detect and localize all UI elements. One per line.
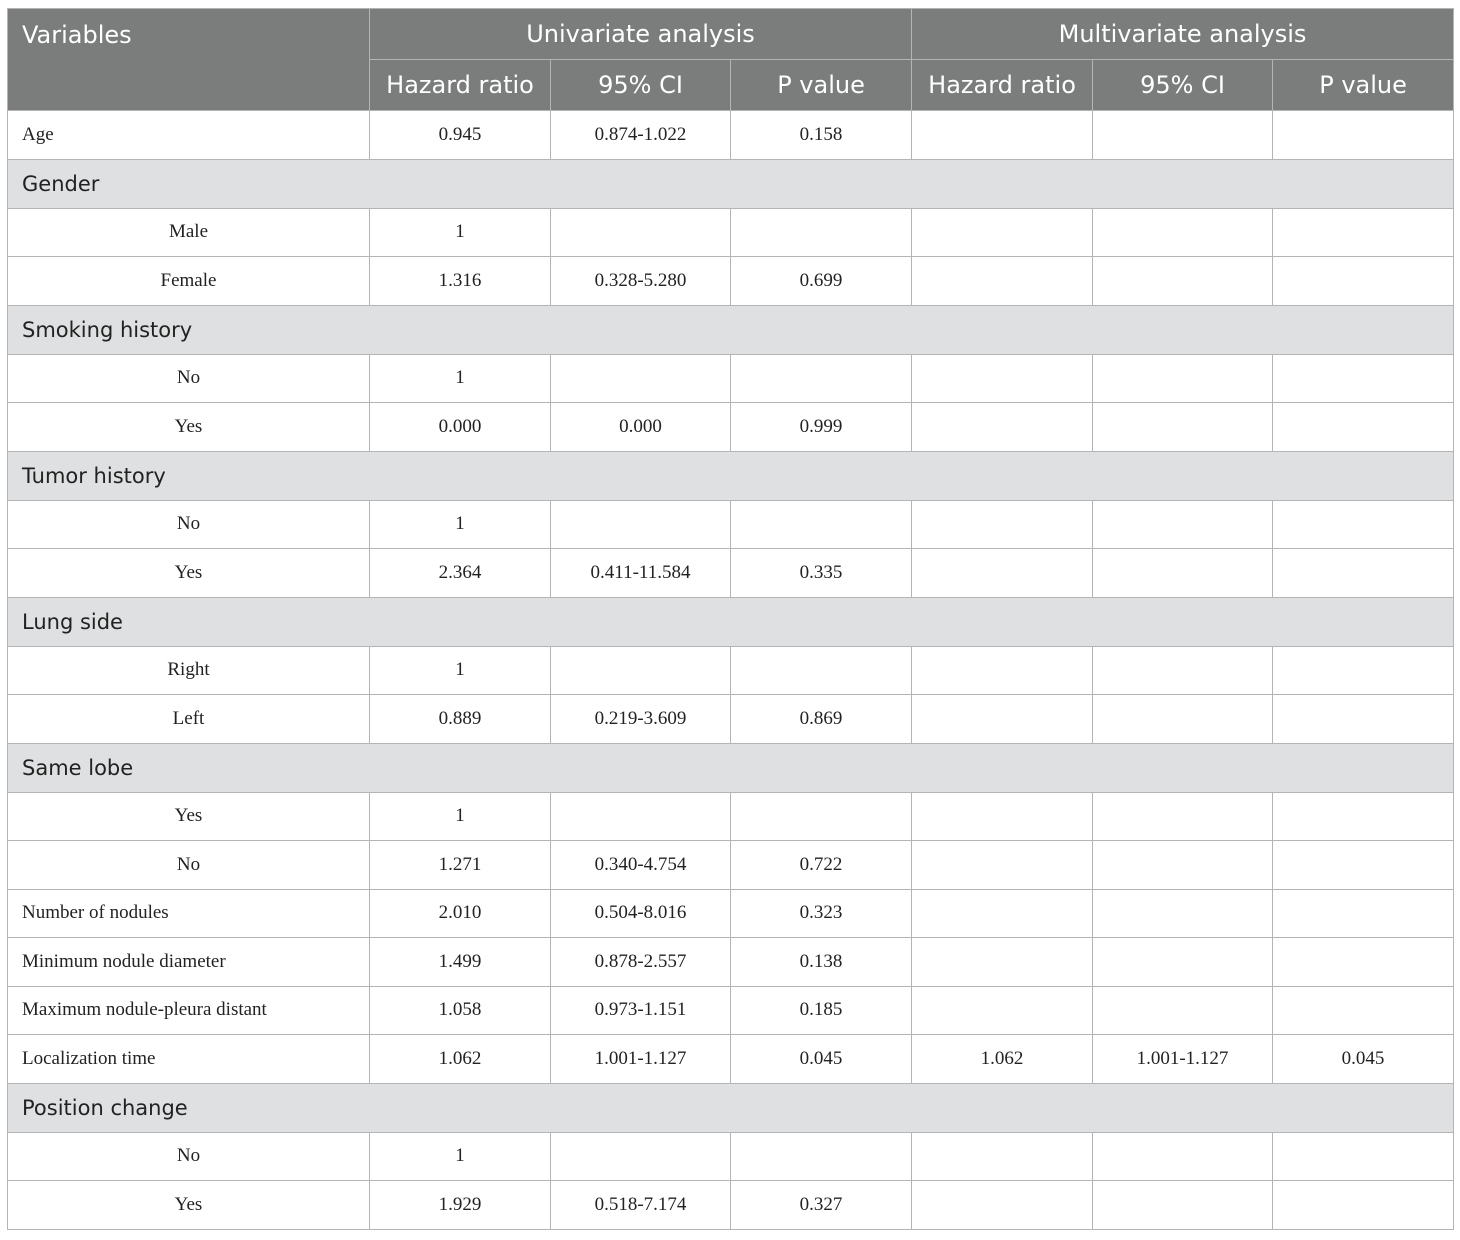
multi-ci-cell <box>1093 841 1273 890</box>
variable-label: Left <box>8 695 370 744</box>
multi-ci-cell <box>1093 111 1273 160</box>
variable-label: Right <box>8 646 370 695</box>
sub-row <box>8 257 1454 306</box>
uni-ci-cell: 0.973-1.151 <box>551 986 731 1035</box>
variable-label: Male <box>8 208 370 257</box>
variable-label: No <box>8 500 370 549</box>
uni-p-value-cell: 0.045 <box>731 1035 912 1084</box>
multi-p-value-cell <box>1273 208 1454 257</box>
multi-hazard-ratio-cell <box>912 208 1093 257</box>
multi-p-value-cell <box>1273 257 1454 306</box>
multi-p-value-cell <box>1273 986 1454 1035</box>
variable-row <box>8 986 1454 1035</box>
univariate-header: Univariate analysis <box>370 9 912 60</box>
uni-ci-cell: 0.504-8.016 <box>551 889 731 938</box>
uni-ci-cell: 0.340-4.754 <box>551 841 731 890</box>
multi-ci-cell <box>1093 208 1273 257</box>
multi-p-value-cell <box>1273 938 1454 987</box>
uni-hazard-ratio-cell: 1.499 <box>370 938 551 987</box>
uni-hazard-ratio-cell: 1 <box>370 1132 551 1181</box>
category-label: Tumor history <box>8 451 1454 500</box>
multi-ci-cell <box>1093 792 1273 841</box>
multi-hazard-ratio-cell: 1.062 <box>912 1035 1093 1084</box>
variable-row <box>8 1035 1454 1084</box>
category-row <box>8 597 1454 646</box>
sub-row <box>8 403 1454 452</box>
multi-p-value-header: P value <box>1273 60 1454 111</box>
sub-row <box>8 646 1454 695</box>
multi-hazard-ratio-cell <box>912 841 1093 890</box>
variable-label: No <box>8 1132 370 1181</box>
category-row <box>8 743 1454 792</box>
multi-hazard-ratio-cell <box>912 111 1093 160</box>
variable-label: Yes <box>8 549 370 598</box>
uni-hazard-ratio-header: Hazard ratio <box>370 60 551 111</box>
multi-p-value-cell <box>1273 646 1454 695</box>
uni-p-value-cell <box>731 208 912 257</box>
multi-hazard-ratio-cell <box>912 986 1093 1035</box>
uni-hazard-ratio-cell: 1 <box>370 792 551 841</box>
sub-row <box>8 695 1454 744</box>
multi-hazard-ratio-cell <box>912 549 1093 598</box>
uni-ci-cell: 0.874-1.022 <box>551 111 731 160</box>
uni-hazard-ratio-cell: 1.062 <box>370 1035 551 1084</box>
category-row <box>8 1083 1454 1132</box>
multi-p-value-cell <box>1273 403 1454 452</box>
variable-label: Number of nodules <box>8 889 370 938</box>
hazard-ratio-table <box>7 8 1454 1230</box>
uni-ci-cell <box>551 646 731 695</box>
uni-hazard-ratio-cell: 1.929 <box>370 1181 551 1230</box>
category-row <box>8 451 1454 500</box>
multi-p-value-cell <box>1273 695 1454 744</box>
sub-row <box>8 1181 1454 1230</box>
uni-hazard-ratio-cell: 0.945 <box>370 111 551 160</box>
sub-row <box>8 549 1454 598</box>
variables-header: Variables <box>8 9 370 111</box>
uni-ci-cell: 0.518-7.174 <box>551 1181 731 1230</box>
category-label: Same lobe <box>8 743 1454 792</box>
category-label: Lung side <box>8 597 1454 646</box>
variable-label: Yes <box>8 403 370 452</box>
uni-hazard-ratio-cell: 1.058 <box>370 986 551 1035</box>
uni-hazard-ratio-cell: 2.010 <box>370 889 551 938</box>
uni-p-value-cell: 0.138 <box>731 938 912 987</box>
uni-hazard-ratio-cell: 1 <box>370 208 551 257</box>
multi-p-value-cell <box>1273 841 1454 890</box>
uni-p-value-cell: 0.999 <box>731 403 912 452</box>
uni-ci-cell: 1.001-1.127 <box>551 1035 731 1084</box>
multivariate-header: Multivariate analysis <box>912 9 1454 60</box>
multi-hazard-ratio-cell <box>912 695 1093 744</box>
uni-hazard-ratio-cell: 1.271 <box>370 841 551 890</box>
variable-row <box>8 111 1454 160</box>
uni-ci-cell: 0.878-2.557 <box>551 938 731 987</box>
multi-hazard-ratio-cell <box>912 1181 1093 1230</box>
uni-hazard-ratio-cell: 0.000 <box>370 403 551 452</box>
multi-ci-cell <box>1093 889 1273 938</box>
variable-label: Female <box>8 257 370 306</box>
multi-p-value-cell <box>1273 1132 1454 1181</box>
uni-p-value-cell <box>731 646 912 695</box>
multi-ci-cell <box>1093 549 1273 598</box>
multi-p-value-cell <box>1273 549 1454 598</box>
multi-ci-cell <box>1093 1132 1273 1181</box>
variable-label: No <box>8 841 370 890</box>
uni-p-value-cell: 0.327 <box>731 1181 912 1230</box>
uni-ci-cell <box>551 500 731 549</box>
multi-p-value-cell: 0.045 <box>1273 1035 1454 1084</box>
uni-ci-cell <box>551 208 731 257</box>
category-row <box>8 159 1454 208</box>
uni-hazard-ratio-cell: 2.364 <box>370 549 551 598</box>
multi-hazard-ratio-cell <box>912 889 1093 938</box>
multi-ci-cell <box>1093 1181 1273 1230</box>
uni-p-value-cell: 0.158 <box>731 111 912 160</box>
multi-ci-cell <box>1093 257 1273 306</box>
category-label: Gender <box>8 159 1454 208</box>
variable-label: Age <box>8 111 370 160</box>
variable-label: Localization time <box>8 1035 370 1084</box>
multi-ci-cell <box>1093 695 1273 744</box>
uni-ci-cell <box>551 354 731 403</box>
multi-p-value-cell <box>1273 792 1454 841</box>
table-header <box>8 9 1454 111</box>
variable-row <box>8 889 1454 938</box>
multi-ci-cell <box>1093 500 1273 549</box>
uni-p-value-cell: 0.869 <box>731 695 912 744</box>
multi-hazard-ratio-cell <box>912 938 1093 987</box>
variable-label: Yes <box>8 792 370 841</box>
multi-hazard-ratio-cell <box>912 792 1093 841</box>
uni-ci-cell <box>551 1132 731 1181</box>
sub-row <box>8 792 1454 841</box>
uni-p-value-cell: 0.335 <box>731 549 912 598</box>
sub-row <box>8 500 1454 549</box>
multi-p-value-cell <box>1273 500 1454 549</box>
uni-p-value-cell: 0.699 <box>731 257 912 306</box>
multi-hazard-ratio-cell <box>912 500 1093 549</box>
sub-row <box>8 208 1454 257</box>
variable-label: Yes <box>8 1181 370 1230</box>
uni-p-value-cell: 0.722 <box>731 841 912 890</box>
sub-row <box>8 1132 1454 1181</box>
uni-hazard-ratio-cell: 1 <box>370 354 551 403</box>
multi-ci-header: 95% CI <box>1093 60 1273 111</box>
multi-ci-cell <box>1093 354 1273 403</box>
variable-label: Minimum nodule diameter <box>8 938 370 987</box>
multi-hazard-ratio-cell <box>912 646 1093 695</box>
uni-p-value-cell <box>731 792 912 841</box>
multi-hazard-ratio-cell <box>912 403 1093 452</box>
uni-ci-cell: 0.411-11.584 <box>551 549 731 598</box>
uni-ci-cell: 0.219-3.609 <box>551 695 731 744</box>
uni-p-value-cell <box>731 1132 912 1181</box>
sub-row <box>8 354 1454 403</box>
uni-ci-header: 95% CI <box>551 60 731 111</box>
uni-ci-cell: 0.000 <box>551 403 731 452</box>
multi-hazard-ratio-cell <box>912 257 1093 306</box>
variable-label: Maximum nodule-pleura distant <box>8 986 370 1035</box>
uni-hazard-ratio-cell: 1 <box>370 646 551 695</box>
uni-ci-cell <box>551 792 731 841</box>
multi-ci-cell <box>1093 986 1273 1035</box>
multi-ci-cell: 1.001-1.127 <box>1093 1035 1273 1084</box>
multi-p-value-cell <box>1273 889 1454 938</box>
category-label: Smoking history <box>8 305 1454 354</box>
sub-row <box>8 841 1454 890</box>
multi-p-value-cell <box>1273 354 1454 403</box>
uni-p-value-cell <box>731 500 912 549</box>
multi-hazard-ratio-cell <box>912 354 1093 403</box>
category-row <box>8 305 1454 354</box>
table-body <box>8 111 1454 1230</box>
category-label: Position change <box>8 1083 1454 1132</box>
multi-p-value-cell <box>1273 111 1454 160</box>
variable-label: No <box>8 354 370 403</box>
uni-hazard-ratio-cell: 1.316 <box>370 257 551 306</box>
multi-ci-cell <box>1093 403 1273 452</box>
uni-p-value-cell: 0.185 <box>731 986 912 1035</box>
uni-hazard-ratio-cell: 0.889 <box>370 695 551 744</box>
multi-ci-cell <box>1093 646 1273 695</box>
uni-ci-cell: 0.328-5.280 <box>551 257 731 306</box>
uni-p-value-header: P value <box>731 60 912 111</box>
uni-hazard-ratio-cell: 1 <box>370 500 551 549</box>
multi-p-value-cell <box>1273 1181 1454 1230</box>
uni-p-value-cell <box>731 354 912 403</box>
multi-ci-cell <box>1093 938 1273 987</box>
variable-row <box>8 938 1454 987</box>
uni-p-value-cell: 0.323 <box>731 889 912 938</box>
multi-hazard-ratio-cell <box>912 1132 1093 1181</box>
multi-hazard-ratio-header: Hazard ratio <box>912 60 1093 111</box>
